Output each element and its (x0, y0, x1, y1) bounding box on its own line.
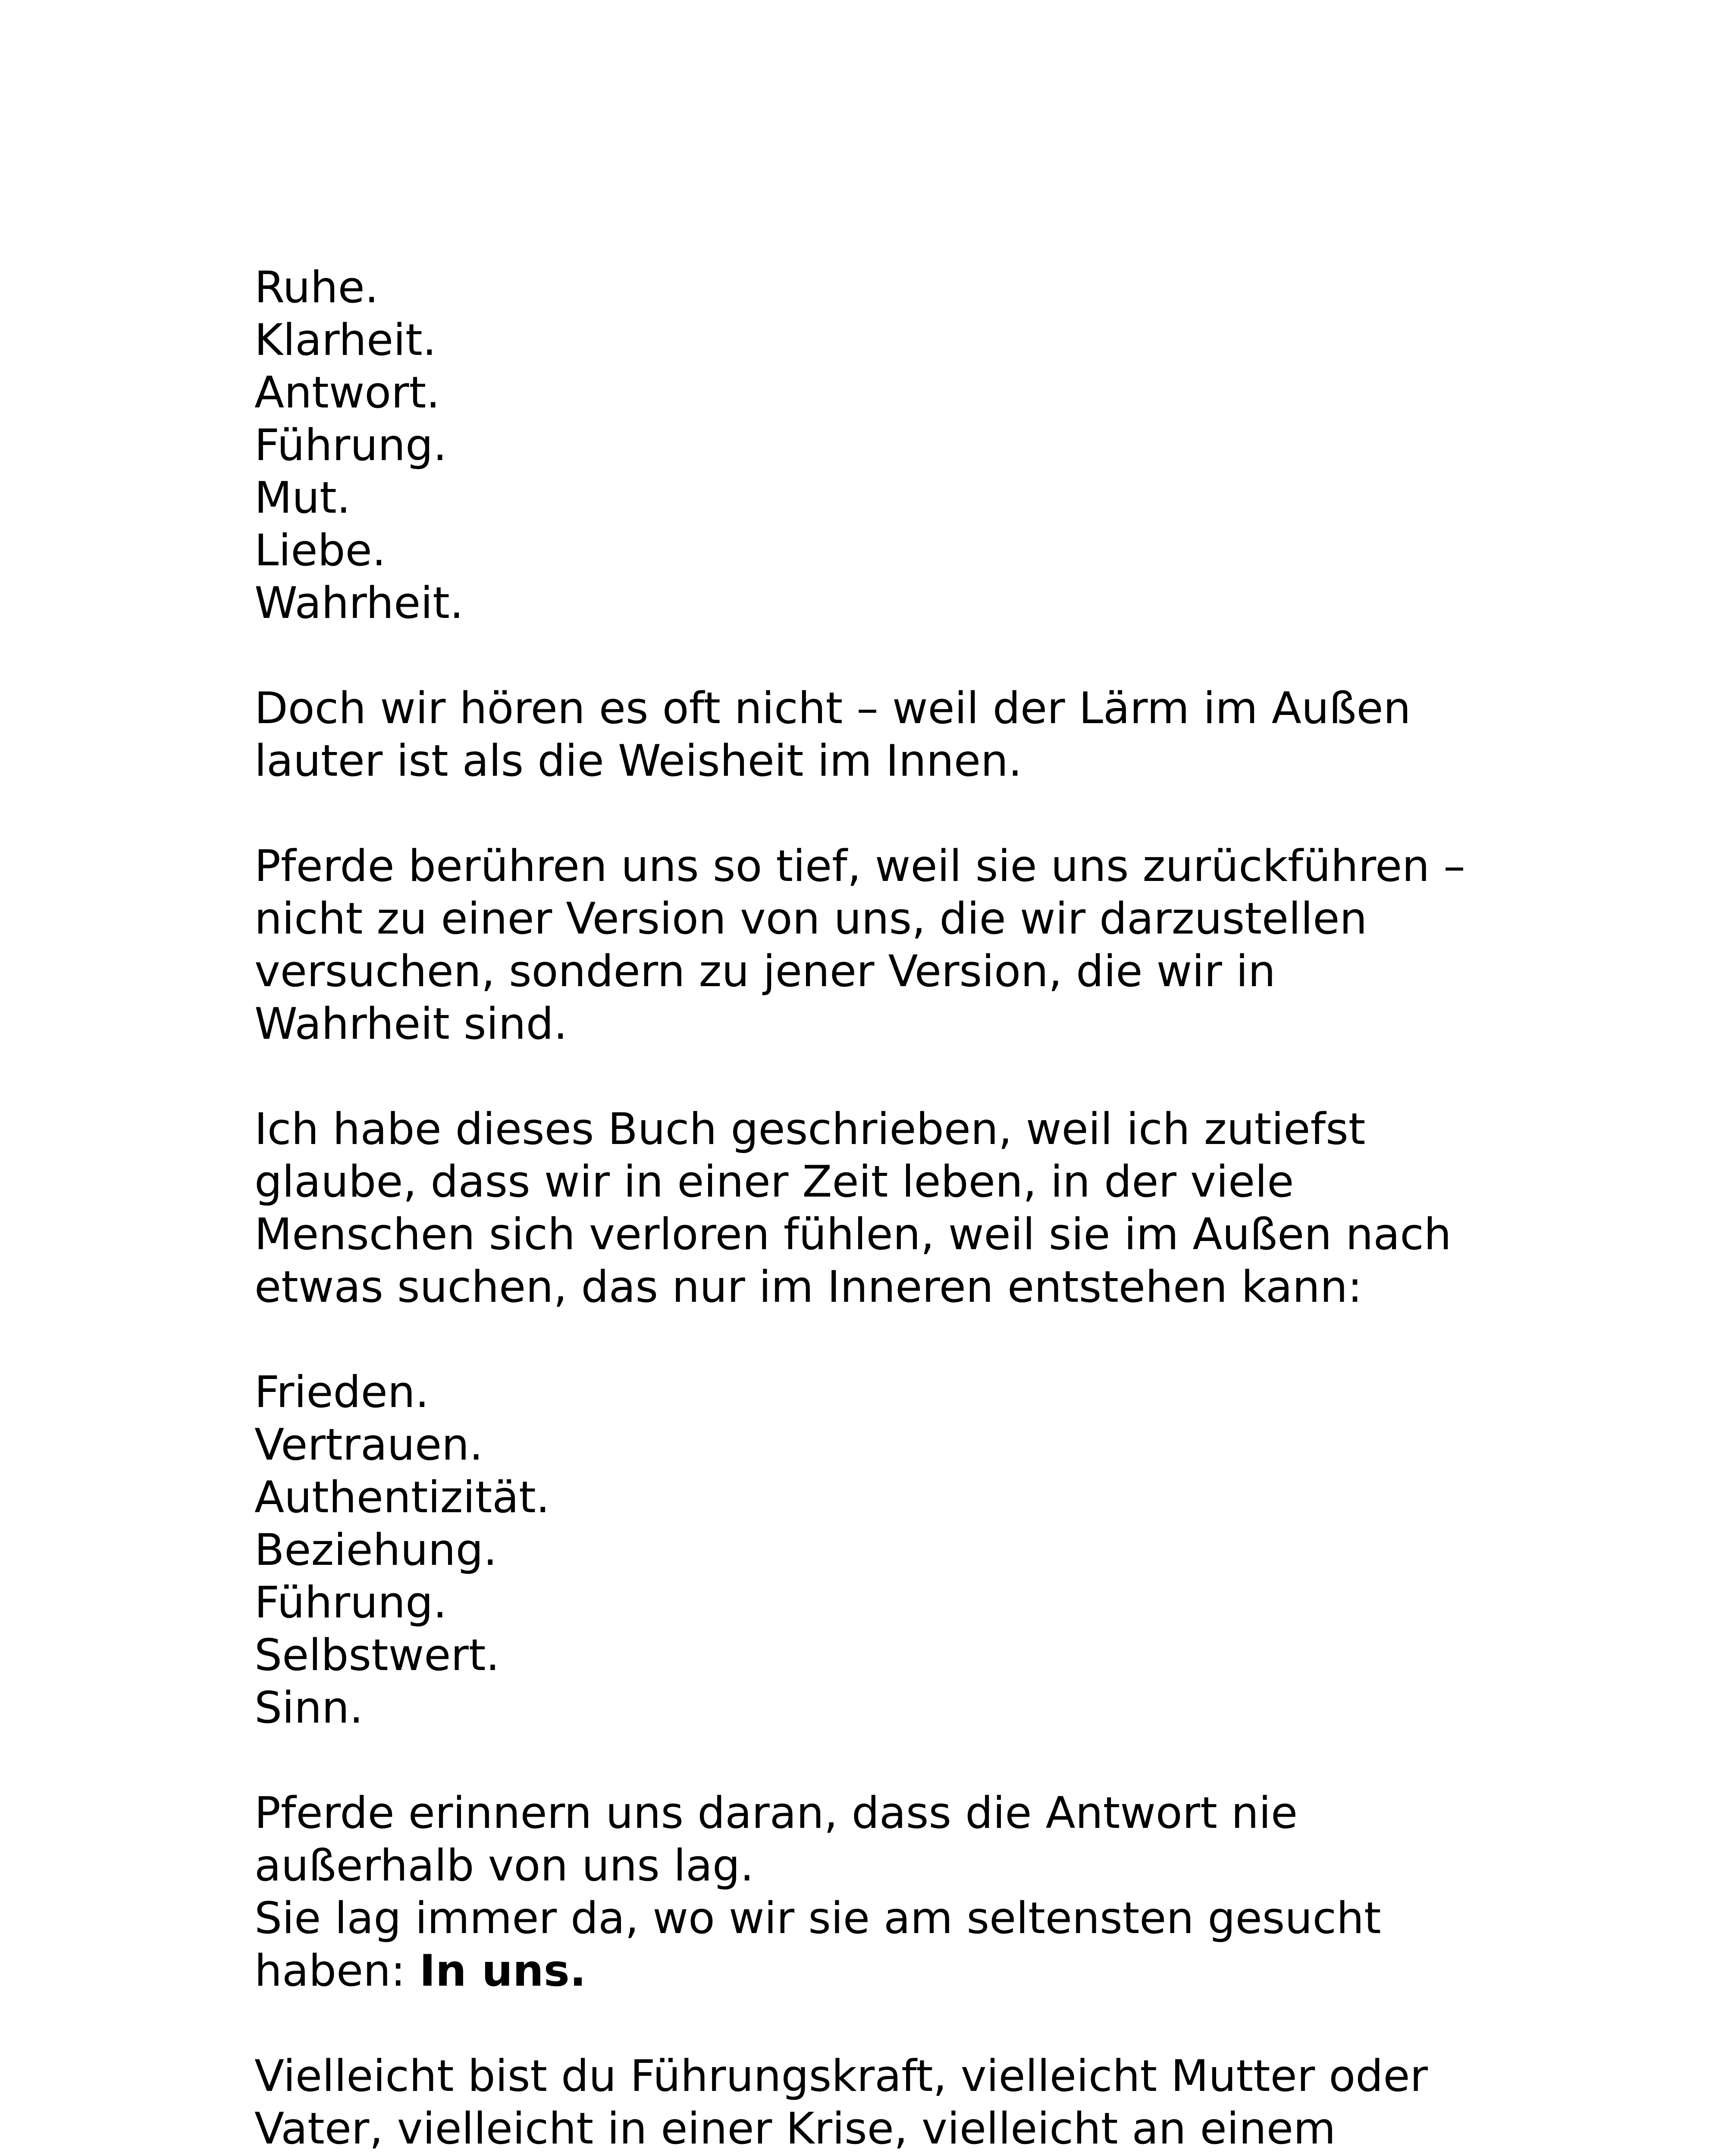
page-body (254, 261, 1505, 2156)
list-item: Beziehung. (254, 1524, 497, 1575)
paragraph-1 (254, 682, 1505, 787)
list-item: Authentizität. (254, 1472, 550, 1523)
list-item: Mut. (254, 472, 351, 523)
paragraph-gap (254, 1050, 1505, 1103)
list-item: Wahrheit. (254, 577, 464, 628)
list-item: Ruhe. (254, 262, 379, 313)
list-item: Sinn. (254, 1682, 364, 1733)
paragraph-5 (254, 2049, 1505, 2156)
paragraph-line: Menschen sich verloren fühlen, weil sie im Außen nach (254, 1209, 1452, 1260)
paragraph-line: etwas suchen, das nur im Inneren entstehen kann: (254, 1261, 1362, 1312)
list-item: Vertrauen. (254, 1419, 483, 1470)
paragraph-line: Vater, vielleicht in einer Krise, vielleicht an einem (254, 2103, 1336, 2154)
emphasis-prefix: haben: (254, 1945, 420, 1996)
paragraph-line: nicht zu einer Version von uns, die wir darzustellen (254, 893, 1367, 944)
list-item: Liebe. (254, 525, 386, 576)
paragraph-gap (254, 1734, 1505, 1786)
paragraph-line: lauter ist als die Weisheit im Innen. (254, 735, 1022, 786)
paragraph-gap (254, 1313, 1505, 1366)
paragraph-line: Vielleicht bist du Führungskraft, vielleicht Mutter oder (254, 2050, 1428, 2101)
paragraph-line: Wahrheit sind. (254, 998, 568, 1049)
paragraph-line: Sie lag immer da, wo wir sie am seltensten gesucht (254, 1893, 1381, 1943)
paragraph-line-emphasis (254, 1944, 1505, 1997)
paragraph-line: glaube, dass wir in einer Zeit leben, in der viele (254, 1156, 1294, 1207)
emphasis-bold-text: In uns. (419, 1945, 586, 1996)
list-item: Frieden. (254, 1366, 429, 1417)
paragraph-2 (254, 840, 1505, 1050)
list-item: Antwort. (254, 367, 440, 418)
paragraph-4 (254, 1786, 1505, 1997)
word-list-1 (254, 261, 1505, 629)
paragraph-gap (254, 629, 1505, 682)
paragraph-line: versuchen, sondern zu jener Version, die wir in (254, 946, 1276, 997)
paragraph-line: außerhalb von uns lag. (254, 1840, 754, 1891)
paragraph-line: Doch wir hören es oft nicht – weil der Lärm im Außen (254, 683, 1411, 733)
list-item: Führung. (254, 1577, 447, 1628)
paragraph-line: Pferde erinnern uns daran, dass die Antwort nie (254, 1787, 1298, 1838)
list-item: Klarheit. (254, 314, 436, 365)
word-list-2 (254, 1366, 1505, 1734)
list-item: Führung. (254, 420, 447, 470)
list-item: Selbstwert. (254, 1630, 500, 1680)
paragraph-gap (254, 1997, 1505, 2049)
paragraph-line: Pferde berühren uns so tief, weil sie uns zurückführen – (254, 840, 1465, 891)
paragraph-3 (254, 1103, 1505, 1313)
paragraph-line: Ich habe dieses Buch geschrieben, weil ich zutiefst (254, 1103, 1366, 1154)
paragraph-gap (254, 787, 1505, 840)
